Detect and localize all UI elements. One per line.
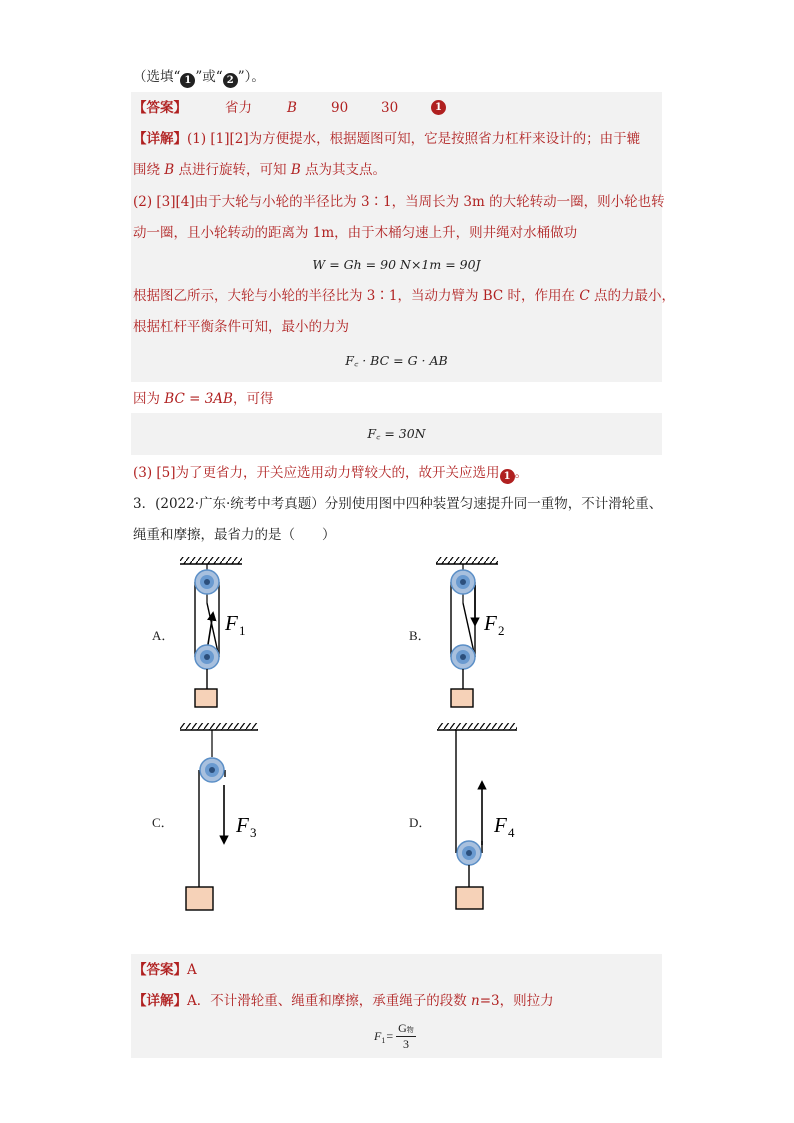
force-label: F [236,813,249,837]
option-a-label: A． [152,628,175,643]
equation-balance: F꜀ · BC = G · AB [345,353,448,368]
detail2-line-2: 围绕 B 点进行旋转，可知 B 点为其支点。 [133,162,387,178]
movable-pulley-icon [451,645,475,669]
question3-line-1: 3．(2022·广东·统考中考真题）分别使用图中四种装置匀速提升同一重物，不计滑轮重、 [133,496,663,512]
diagram-d [437,723,517,909]
svg-text:4: 4 [508,825,515,840]
force-label: F [494,813,507,837]
detail2-line-1: 【详解】(1) [1][2]为方便提水，根据题图可知，它是按照省力杠杆来设计的；由于辘 [133,131,641,147]
svg-text:1: 1 [239,623,246,638]
diagram-a [180,557,246,707]
weight-icon [451,689,473,707]
detail2-line-5: 根据图乙所示，大轮与小轮的半径比为 3∶1，当动力臂为 BC 时，作用在 C 点的力最小， [133,288,675,304]
fill-choice-line: （选填“ 1 ”或“ 2 ”）。 [133,69,265,86]
circled-1-icon: 1 [180,73,195,88]
option-c-label: C． [152,815,174,830]
fixed-pulley-icon [451,570,475,594]
answer-label: 【答案】 [133,962,187,978]
svg-text:2: 2 [498,623,505,638]
answer2-line: 【答案】 省力 B 90 30 1 [133,99,187,117]
detail-label: 【详解】 [133,993,187,1009]
detail3-line: 【详解】A．不计滑轮重、绳重和摩擦，承重绳子的段数 n=3，则拉力 [133,993,554,1009]
weight-icon [456,887,483,909]
movable-pulley-icon [457,841,481,865]
detail2-line-6: 根据杠杆平衡条件可知，最小的力为 [133,319,349,335]
circled-1-icon: 1 [500,469,515,484]
detail-label: 【详解】 [133,131,187,147]
circled-1-icon: 1 [431,100,446,115]
circled-2-icon: 2 [223,73,238,88]
question3-line-2: 绳重和摩擦，最省力的是（ ） [133,527,336,543]
option-b-label: B． [409,628,431,643]
diagram-b [436,557,505,707]
svg-text:3: 3 [250,825,257,840]
weight-icon [186,887,213,910]
fixed-pulley-icon [195,570,219,594]
weight-icon [195,689,217,707]
detail2-line-3: (2) [3][4]由于大轮与小轮的半径比为 3∶1，当周长为 3m 的大轮转动一圈，则小轮也转 [133,194,665,210]
detail2-line-4: 动一圈，且小轮转动的距离为 1m，由于木桶匀速上升，则井绳对水桶做功 [133,225,578,241]
equation-work: W = Gh = 90 N×1m = 90J [312,257,481,272]
equation-fraction: F 1 = G物 3 [374,1021,414,1051]
movable-pulley-icon [195,645,219,669]
force-label: F [225,611,238,635]
equation-result: F꜀ = 30N [367,426,426,441]
pulley-diagrams [0,545,794,945]
answer3-line: 【答案】A [133,962,197,978]
force-label: F [484,611,497,635]
detail2-line-7: 因为 BC = 3AB，可得 [133,391,274,407]
fixed-pulley-icon [200,758,224,782]
answer-label: 【答案】 [133,100,187,116]
detail2-line-8: (3) [5]为了更省力，开关应选用动力臂较大的，故开关应选用 1 。 [133,465,529,482]
diagram-c [180,723,258,910]
option-d-label: D． [409,815,432,830]
